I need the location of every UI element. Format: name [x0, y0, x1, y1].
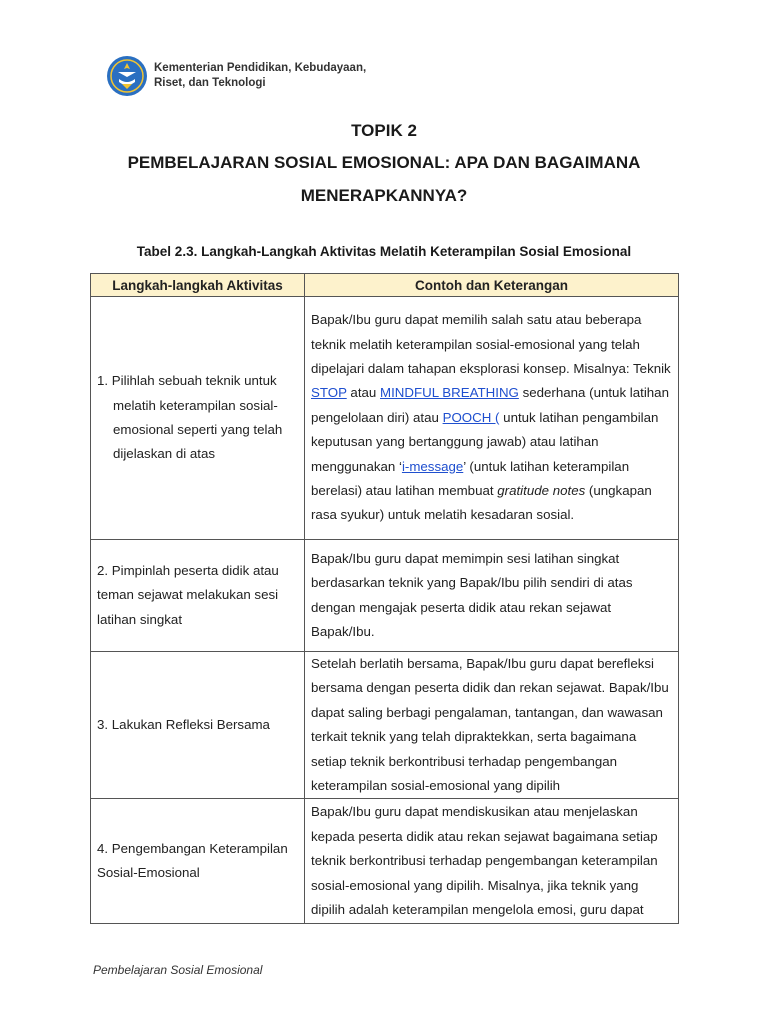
- table-caption: Tabel 2.3. Langkah-Langkah Aktivitas Melatih Keterampilan Sosial Emosional: [136, 244, 632, 259]
- step-cell: [91, 297, 305, 540]
- desc-text: sederhana (untuk latihan pengelolaan diri) atau: [311, 385, 669, 425]
- page-title-line2: MENERAPKANNYA?: [300, 186, 468, 205]
- description-cell: Bapak/Ibu guru dapat mendiskusikan atau menjelaskan kepada peserta didik atau rekan sejawat bagaimana setiap teknik berkontribusi terhadap pengembangan keterampilan sosial-emosional yang dipilih. Misalnya, jika teknik yang dipilih adalah keterampilan mengelola emosi, guru dapat: [305, 799, 679, 924]
- step-cell: 3. Lakukan Refleksi Bersama: [91, 652, 305, 799]
- mindful-breathing-link[interactable]: MINDFUL BREATHING: [380, 385, 519, 401]
- table-row: [91, 652, 679, 799]
- i-message-link[interactable]: i-message: [401, 458, 464, 474]
- step-text-line: dijelaskan di atas: [113, 446, 216, 462]
- tut-wuri-handayani-logo-icon: [106, 55, 148, 97]
- step-text-line: Pilihlah sebuah teknik untuk: [111, 373, 277, 389]
- step-cell: 2. Pimpinlah peserta didik atau teman sejawat melakukan sesi latihan singkat: [91, 540, 305, 652]
- desc-text: ’ (untuk latihan keterampilan berelasi) atau latihan membuat: [311, 458, 630, 499]
- ministry-name: [154, 61, 366, 91]
- stop-technique-link[interactable]: STOP: [311, 385, 347, 401]
- desc-text: Bapak/Ibu guru dapat memilih salah satu atau beberapa teknik melatih keterampilan sosial-emosional yang telah dipelajari dalam tahapan eksplorasi konsep. Misalnya: Teknik: [311, 312, 671, 376]
- description-cell: [305, 297, 679, 540]
- page-footer: Pembelajaran Sosial Emosional: [93, 963, 263, 977]
- pooch-link[interactable]: POOCH (: [442, 409, 500, 425]
- ministry-logo-block: [106, 55, 366, 97]
- table-row: [91, 297, 679, 540]
- step-number: 1.: [97, 373, 109, 389]
- ministry-name-line1: Kementerian Pendidikan, Kebudayaan,: [154, 62, 367, 74]
- topic-label: TOPIK 2: [351, 121, 417, 140]
- step-cell: 4. Pengembangan Keterampilan Sosial-Emosional: [91, 799, 305, 924]
- description-cell: Setelah berlatih bersama, Bapak/Ibu guru dapat berefleksi bersama dengan peserta didik dan rekan sejawat. Bapak/Ibu dapat saling berbagi pengalaman, tantangan, dan wawasan terkait teknik yang telah dipraktekkan, serta bagaimana setiap teknik berkontribusi terhadap pengembangan keterampilan sosial-emosional yang dipilih: [305, 652, 679, 799]
- step-text-line: emosional seperti yang telah: [113, 422, 283, 437]
- desc-text: (ungkapan rasa syukur) untuk melatih kesadaran sosial.: [311, 483, 652, 523]
- desc-emphasis: gratitude notes: [497, 483, 586, 499]
- step-text-line: melatih keterampilan sosial-: [113, 397, 278, 413]
- ministry-name-line2: Riset, dan Teknologi: [154, 77, 266, 89]
- table-row: [91, 799, 679, 924]
- activity-steps-table: [90, 273, 679, 924]
- desc-text: untuk latihan pengambilan keputusan yang bertanggung jawab) atau latihan menggunakan ‘: [311, 409, 659, 474]
- table-row: [91, 540, 679, 652]
- column-header-steps: Langkah-langkah Aktivitas: [91, 274, 305, 297]
- table-header-row: [91, 274, 679, 297]
- description-cell: Bapak/Ibu guru dapat memimpin sesi latihan singkat berdasarkan teknik yang Bapak/Ibu pilih sendiri di atas dengan mengajak peserta didik atau rekan sejawat Bapak/Ibu.: [305, 540, 679, 652]
- desc-text: atau: [346, 385, 381, 401]
- column-header-examples: Contoh dan Keterangan: [305, 274, 679, 297]
- page-title-line1: PEMBELAJARAN SOSIAL EMOSIONAL: APA DAN BAGAIMANA: [127, 153, 641, 172]
